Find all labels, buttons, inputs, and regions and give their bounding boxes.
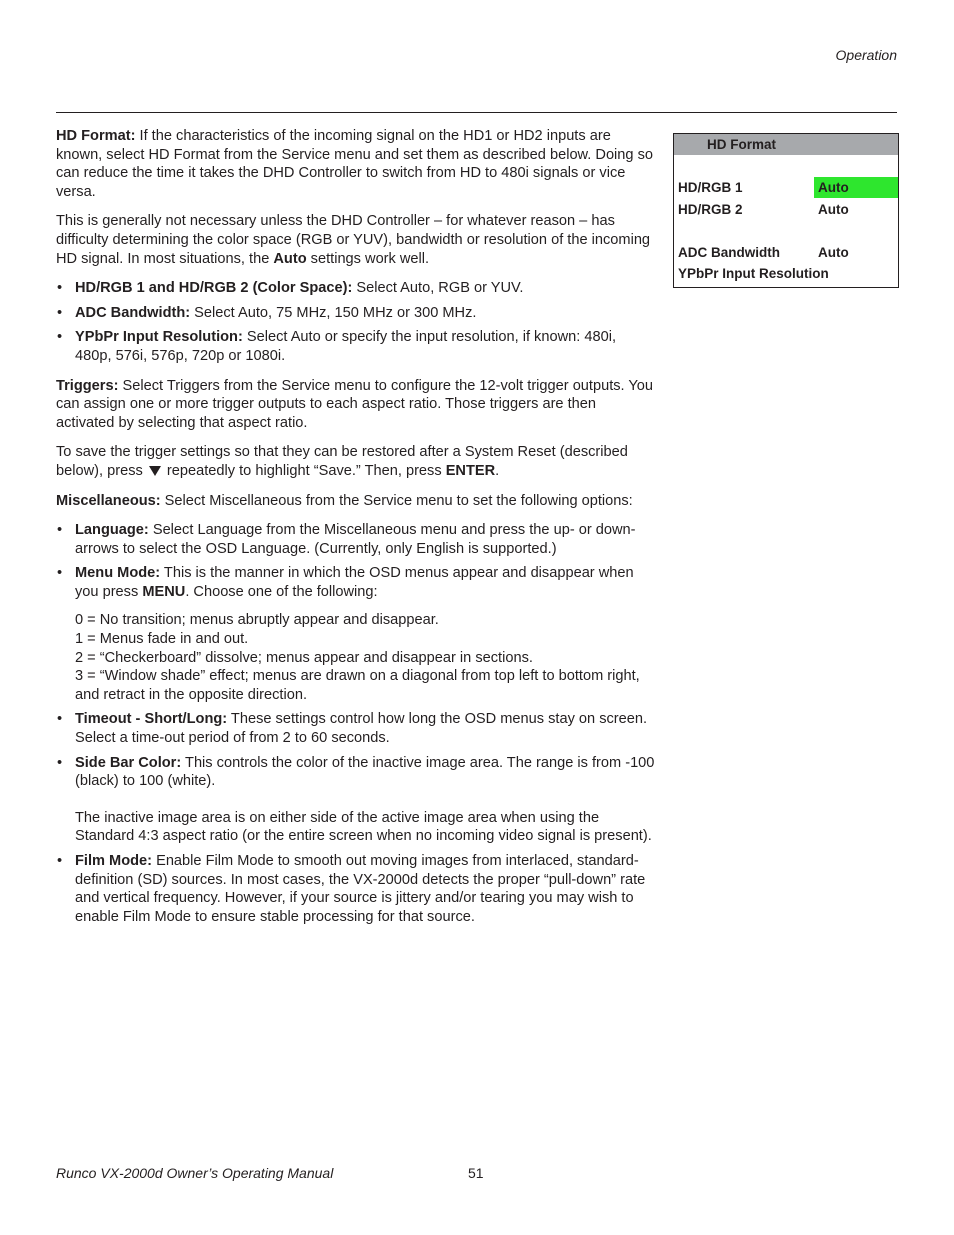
menu-mode-option: 1 = Menus fade in and out. (75, 631, 249, 648)
osd-row-value: Auto (818, 202, 849, 217)
side-bar-note: The inactive image area is on either side of the active image area when using the Standard 4:3 aspect ratio (or the entire screen when no incoming video signal is present). (75, 809, 652, 845)
miscellaneous-options-list (56, 521, 656, 926)
miscellaneous-label: Miscellaneous: (56, 492, 161, 509)
osd-row-label: HD/RGB 1 (678, 180, 743, 195)
menu-mode-options (75, 611, 656, 704)
triggers-paragraph: Triggers: Select Triggers from the Service menu to configure the 12-volt trigger outputs. You can assign one or more trigger outputs to each aspect ratio. Those triggers are then activated by selecting that aspect ratio. (56, 377, 654, 431)
page-number: 51 (468, 1165, 484, 1181)
triggers-label: Triggers: (56, 377, 119, 394)
header-rule (56, 112, 897, 113)
list-item-side-bar-color: • Side Bar Color: This controls the color of the inactive image area. The range is from -100 (black) to 100 (white). The inactive image area is on either side of the active image area when using the Standard 4:3 aspect ratio (or the entire screen when no incoming video signal is present). (56, 754, 656, 846)
osd-row-value-highlighted: Auto (814, 177, 898, 198)
osd-row-ypbpr-input-resolution[interactable] (678, 263, 898, 284)
list-item: • YPbPr Input Resolution: Select Auto or specify the input resolution, if known: 480i, 480p, 576i, 576p, 720p or 1080i. (56, 328, 656, 365)
menu-mode-option: 0 = No transition; menus abruptly appear and disappear. (75, 612, 439, 629)
running-header: Operation (835, 47, 897, 63)
list-item-language: • Language: Select Language from the Miscellaneous menu and press the up- or down-arrows to select the OSD Language. (Currently, only English is supported.) (56, 521, 656, 558)
list-item-menu-mode: • Menu Mode: This is the manner in which the OSD menus appear and disappear when you press MENU. Choose one of the following: 0 = No transition; menus abruptly appear and disappear. 1 = Menus fade in and out. 2 = “Checkerboard” dissolve; menus appear and disappear in sections. 3 = “Window shade” effect; menus are drawn on a diagonal from top left to bottom right, and retract in the opposite direction. (56, 564, 656, 704)
osd-row-hd-rgb-2[interactable] (678, 199, 898, 220)
main-content (56, 127, 656, 937)
osd-row-adc-bandwidth[interactable] (678, 242, 898, 263)
hd-format-label: HD Format: (56, 128, 136, 144)
osd-menu-title: HD Format (674, 134, 898, 155)
osd-hd-format-menu (673, 133, 899, 288)
osd-row-label: YPbPr Input Resolution (678, 266, 829, 281)
list-item-film-mode: • Film Mode: Enable Film Mode to smooth out moving images from interlaced, standard-definition (SD) sources. In most cases, the VX-2000d detects the proper “pull-down” rate and vertical frequency. However, if your source is jittery and/or tearing you may wish to enable Film Mode to ensure stable processing for that source. (56, 852, 656, 926)
save-triggers-paragraph: To save the trigger settings so that they can be restored after a System Reset (described below), press repeatedly to highlight “Save.” Then, press ENTER. (56, 444, 628, 479)
list-item-timeout: • Timeout - Short/Long: These settings control how long the OSD menus stay on screen. Select a time-out period of from 2 to 60 seconds. (56, 710, 656, 747)
footer-manual-title: Runco VX-2000d Owner’s Operating Manual (56, 1165, 334, 1181)
miscellaneous-paragraph: Miscellaneous: Select Miscellaneous from the Service menu to set the following options: (56, 492, 633, 509)
hd-format-options-list (56, 279, 656, 365)
osd-row-label: ADC Bandwidth (678, 245, 780, 260)
down-arrow-icon (149, 466, 161, 476)
list-item: • ADC Bandwidth: Select Auto, 75 MHz, 150 MHz or 300 MHz. (56, 304, 656, 323)
list-item: • HD/RGB 1 and HD/RGB 2 (Color Space): Select Auto, RGB or YUV. (56, 279, 656, 298)
hd-format-paragraph: HD Format: If the characteristics of the incoming signal on the HD1 or HD2 inputs are known, select HD Format from the Service menu and set them as described below. Doing so can reduce the time it takes the DHD Controller to switch from HD to 480i signals or vice versa. (56, 128, 653, 200)
menu-mode-option: 2 = “Checkerboard” dissolve; menus appear and disappear in sections. (75, 649, 533, 666)
osd-row-label: HD/RGB 2 (678, 202, 743, 217)
osd-row-hd-rgb-1[interactable] (678, 177, 898, 198)
menu-mode-option: 3 = “Window shade” effect; menus are drawn on a diagonal from top left to bottom right, and retract in the opposite direction. (75, 668, 640, 703)
hd-note-paragraph: This is generally not necessary unless the DHD Controller – for whatever reason – has difficulty determining the color space (RGB or YUV), bandwidth or resolution of the incoming HD signal. In most situations, the Auto settings work well. (56, 213, 651, 267)
osd-row-value: Auto (818, 245, 849, 260)
